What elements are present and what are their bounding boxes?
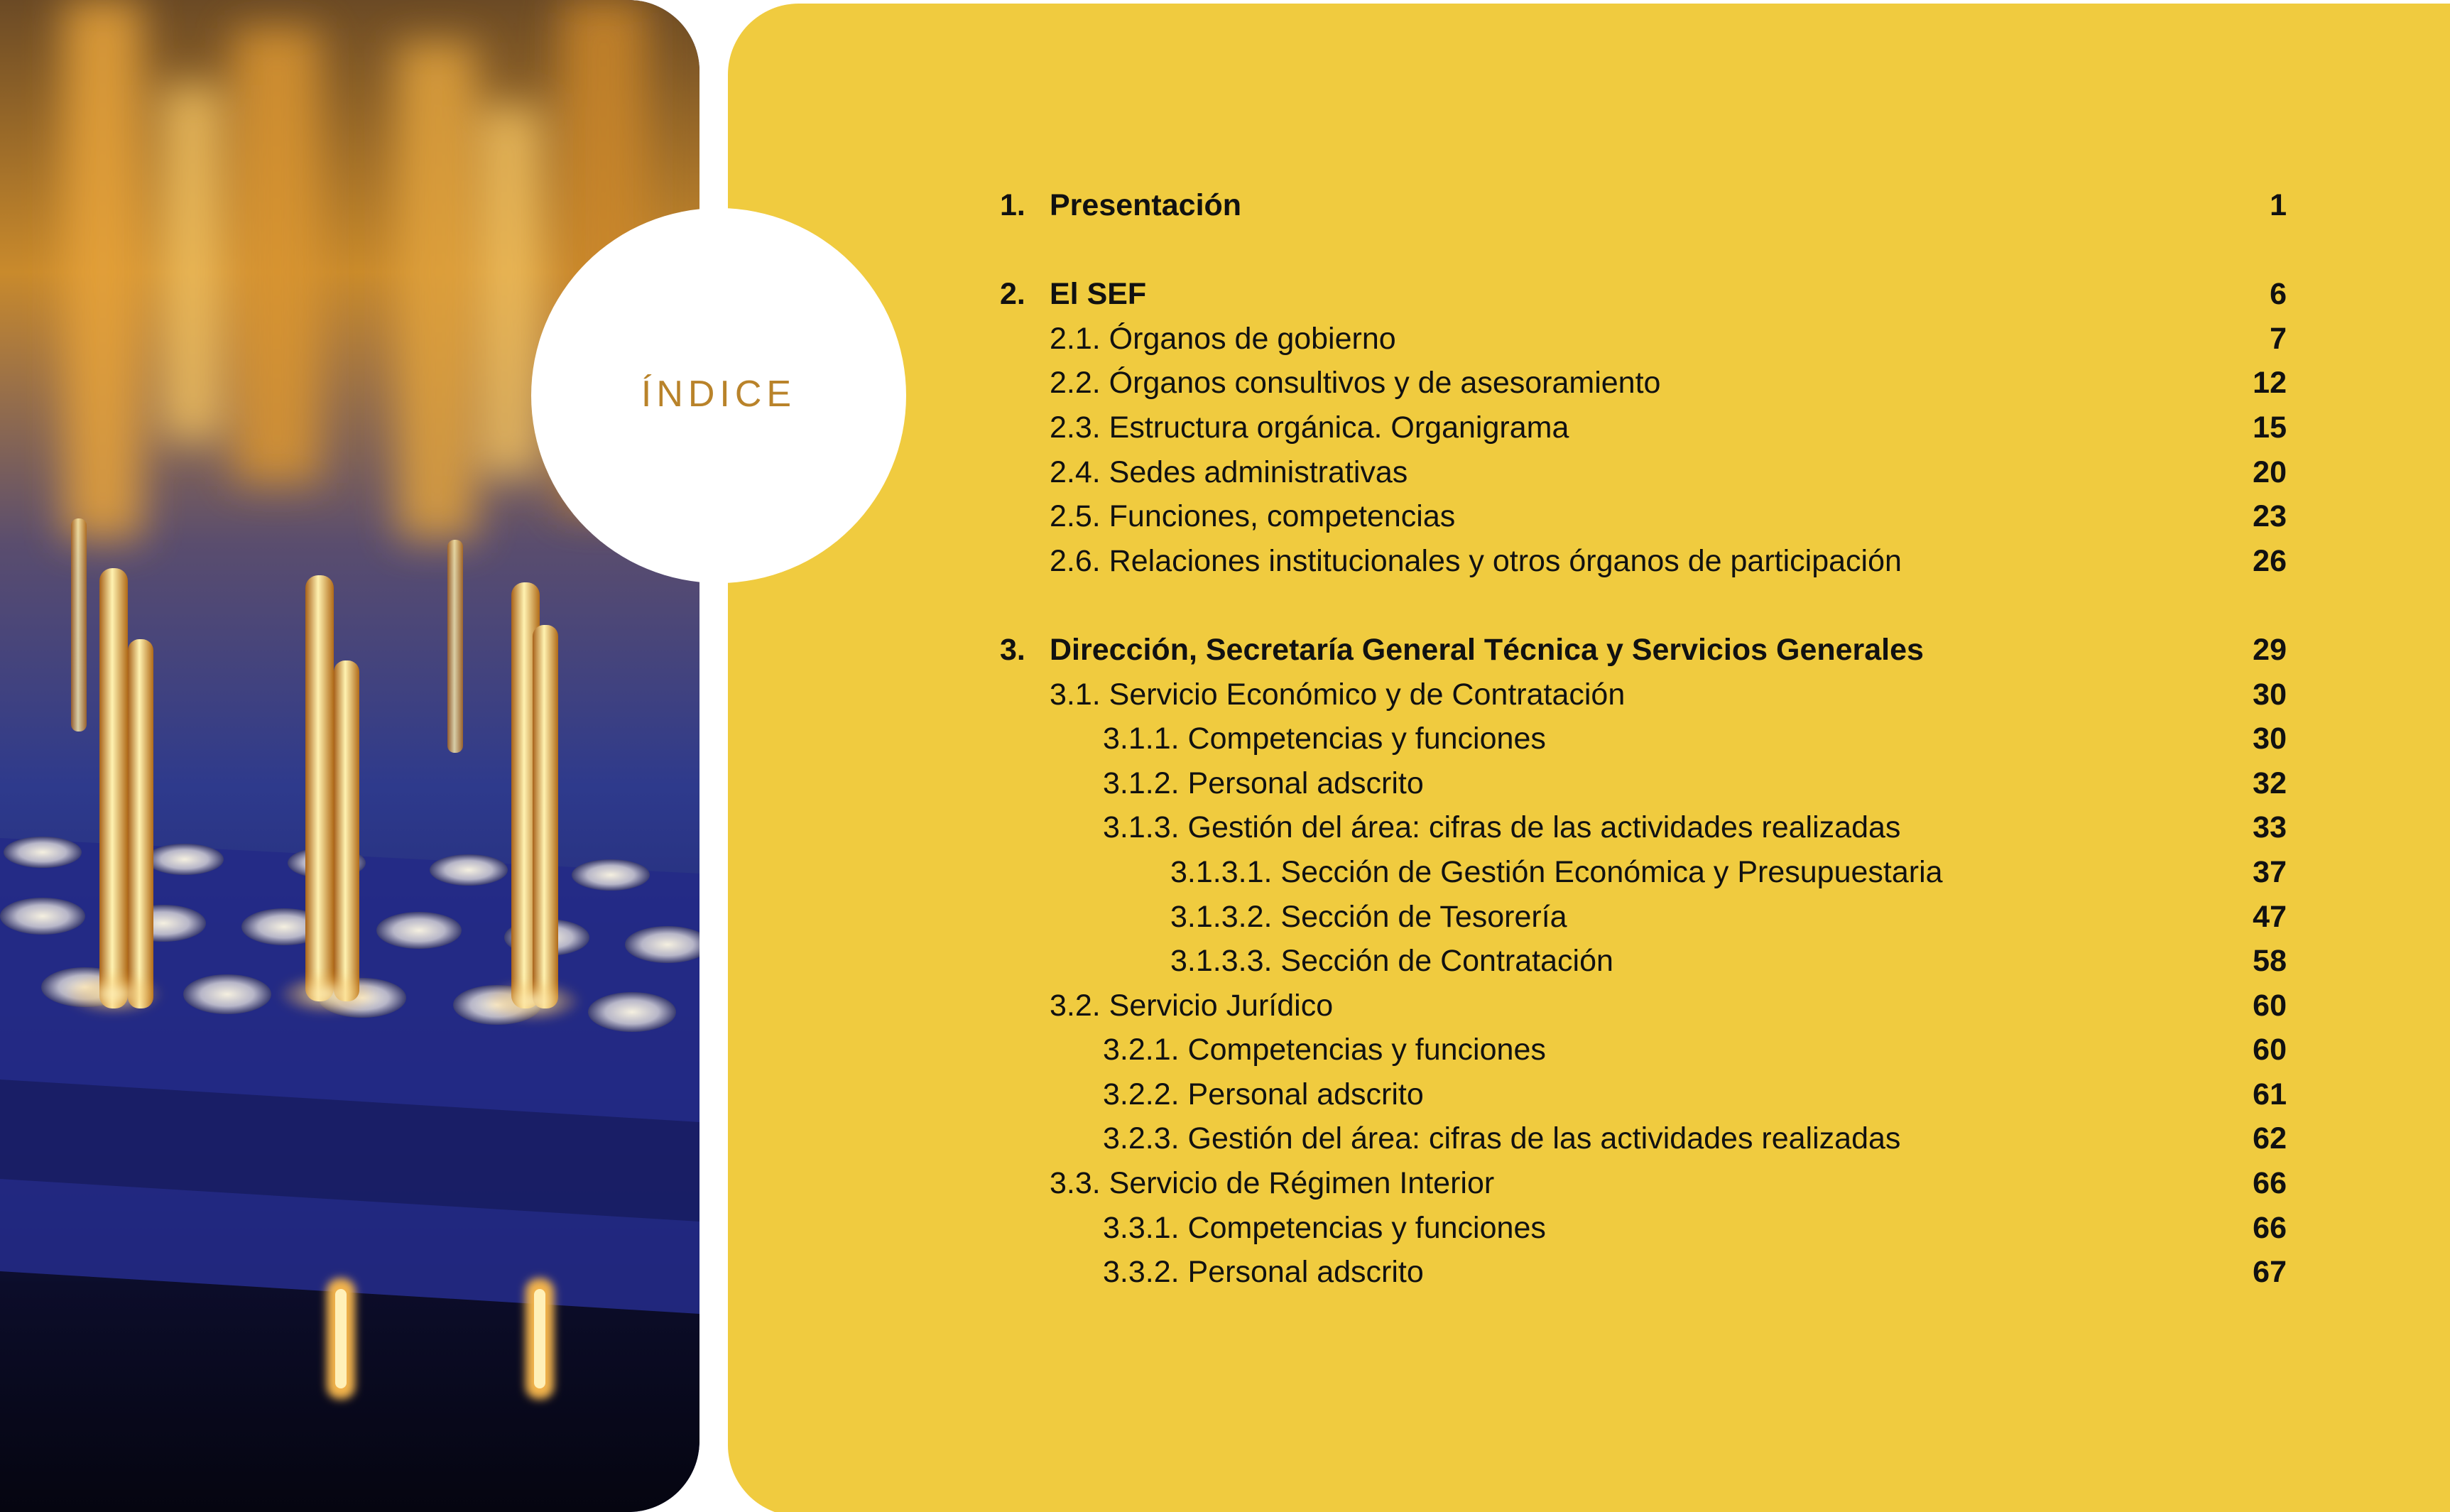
toc-entry[interactable]	[1000, 717, 2287, 761]
toc-entry-label: 3.1.3.3. Sección de Contratación	[1170, 944, 1613, 979]
toc-entry[interactable]	[1000, 494, 2287, 539]
toc-entry[interactable]	[1000, 1206, 2287, 1251]
chip-pins-photo	[0, 0, 699, 1512]
toc-page-number: 62	[2253, 1121, 2287, 1156]
toc-entry[interactable]	[1000, 1116, 2287, 1161]
toc-entry[interactable]	[1000, 1072, 2287, 1117]
toc-entry-label: 2.1. Órganos de gobierno	[1050, 321, 1396, 356]
toc-entry-label: 3.2. Servicio Jurídico	[1050, 988, 1334, 1023]
toc-entry[interactable]	[1000, 673, 2287, 717]
toc-chapter-number: 2.	[1000, 277, 1025, 312]
toc-page-number: 1	[2270, 188, 2287, 222]
toc-page-number: 60	[2253, 1033, 2287, 1067]
toc-page-number: 66	[2253, 1210, 2287, 1245]
toc-entry-label: 3.1. Servicio Económico y de Contratación	[1050, 677, 1626, 712]
toc-chapter-number: 1.	[1000, 188, 1025, 222]
toc-entry-label: 3.3.2. Personal adscrito	[1103, 1255, 1424, 1290]
toc-entry[interactable]	[1000, 1250, 2287, 1295]
toc-chapter-entry[interactable]	[1000, 272, 2287, 317]
toc-entry[interactable]	[1000, 450, 2287, 495]
toc-page-number: 30	[2253, 677, 2287, 712]
toc-entry[interactable]	[1000, 1028, 2287, 1072]
toc-page-number: 66	[2253, 1166, 2287, 1201]
toc-entry[interactable]	[1000, 939, 2287, 984]
toc-page-number: 67	[2253, 1255, 2287, 1290]
toc-entry-label: 3.3. Servicio de Régimen Interior	[1050, 1166, 1495, 1201]
toc-page-number: 32	[2253, 766, 2287, 800]
toc-page-number: 30	[2253, 722, 2287, 756]
toc-entry-label: 3.1.1. Competencias y funciones	[1103, 722, 1546, 756]
toc-entry[interactable]	[1000, 361, 2287, 406]
toc-entry-label: 2.3. Estructura orgánica. Organigrama	[1050, 410, 1569, 445]
toc-page-number: 23	[2253, 499, 2287, 534]
toc-page-number: 37	[2253, 854, 2287, 889]
toc-entry-label: 3.1.3.1. Sección de Gestión Económica y Presupuestaria	[1170, 854, 1943, 889]
toc-page-number: 58	[2253, 944, 2287, 979]
toc-entry-label: Dirección, Secretaría General Técnica y Servicios Generales	[1050, 632, 1924, 667]
table-of-contents	[1000, 183, 2287, 1295]
toc-page-number: 26	[2253, 543, 2287, 578]
toc-page-number: 47	[2253, 899, 2287, 934]
toc-entry-label: 2.4. Sedes administrativas	[1050, 455, 1408, 489]
toc-entry[interactable]	[1000, 895, 2287, 940]
page-title: ÍNDICE	[641, 374, 797, 415]
toc-entry[interactable]	[1000, 850, 2287, 895]
toc-entry[interactable]	[1000, 406, 2287, 450]
toc-entry-label: 2.6. Relaciones institucionales y otros órganos de participación	[1050, 543, 1902, 578]
toc-entry-label: 3.2.2. Personal adscrito	[1103, 1077, 1424, 1111]
toc-entry[interactable]	[1000, 761, 2287, 806]
toc-page-number: 15	[2253, 410, 2287, 445]
toc-entry[interactable]	[1000, 1161, 2287, 1206]
toc-entry-label: 3.3.1. Competencias y funciones	[1103, 1210, 1546, 1245]
toc-page-number: 7	[2270, 321, 2287, 356]
toc-page-number: 60	[2253, 988, 2287, 1023]
toc-entry-label: Presentación	[1050, 188, 1242, 222]
toc-entry-label: 3.1.3.2. Sección de Tesorería	[1170, 899, 1567, 934]
toc-entry[interactable]	[1000, 805, 2287, 850]
toc-page-number: 6	[2270, 277, 2287, 312]
title-circle	[531, 208, 906, 583]
toc-spacer	[1000, 228, 2287, 273]
toc-entry-label: 2.5. Funciones, competencias	[1050, 499, 1456, 534]
toc-entry[interactable]	[1000, 539, 2287, 584]
toc-entry-label: 3.1.3. Gestión del área: cifras de las actividades realizadas	[1103, 810, 1901, 845]
toc-page-number: 20	[2253, 455, 2287, 489]
toc-spacer	[1000, 583, 2287, 628]
toc-entry-label: El SEF	[1050, 277, 1147, 312]
toc-entry[interactable]	[1000, 317, 2287, 361]
toc-page-number: 61	[2253, 1077, 2287, 1111]
toc-chapter-entry[interactable]	[1000, 628, 2287, 673]
toc-entry-label: 3.2.1. Competencias y funciones	[1103, 1033, 1546, 1067]
toc-entry-label: 2.2. Órganos consultivos y de asesoramiento	[1050, 366, 1661, 401]
toc-entry[interactable]	[1000, 984, 2287, 1028]
toc-page-number: 29	[2253, 632, 2287, 667]
toc-page-number: 33	[2253, 810, 2287, 845]
toc-entry-label: 3.2.3. Gestión del área: cifras de las actividades realizadas	[1103, 1121, 1901, 1156]
toc-chapter-number: 3.	[1000, 632, 1025, 667]
toc-page-number: 12	[2253, 366, 2287, 401]
toc-entry-label: 3.1.2. Personal adscrito	[1103, 766, 1424, 800]
toc-chapter-entry[interactable]	[1000, 183, 2287, 228]
